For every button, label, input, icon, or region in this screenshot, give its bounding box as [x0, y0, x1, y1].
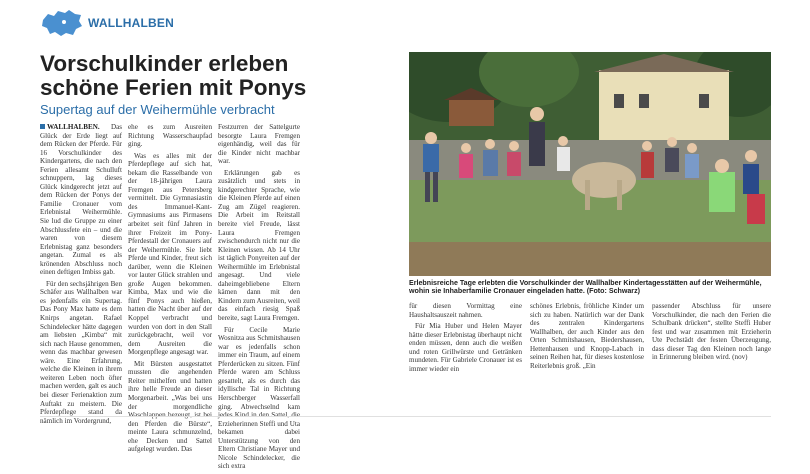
region-map-icon	[40, 8, 84, 38]
article-column-3	[218, 123, 300, 474]
paragraph: Für Mia Huber und Helen Mayer hätte dieser Erlebnistag überhaupt nicht enden müssen, denn auch die weißen und roten Grillwürste und Getränken mundeten. Für Gabriele Cronauer ist es immer wieder ein	[409, 322, 522, 373]
article-column-4	[409, 302, 522, 376]
paragraph: Für Cecile Marie Wosnitza aus Schmitshausen war es jedenfalls schon immer ein Traum, auf einem Pferderücken zu sitzen. Fünf Pferde waren am Schluss gesattelt, als es durch das idyllische Tal in Richtung Herschberger Wasserfall ging. Abwechselnd kam Erzieherinnen Steffi und Uta bekamen dabei Unterstützung von den Eltern Christiane Mayer und Nicole Schindelecker, die sich extra	[218, 325, 300, 471]
paragraph: ehe es zum Ausreiten Richtung Wasserschaupfad ging.	[128, 123, 212, 149]
paragraph: Für den sechsjährigen Ben Schäfer aus Wallhalben war es jedenfalls ein Supertag. Das Pony Max hatte es dem Knirps angetan. Rafael Schindelecker hätte dagegen am liebsten „Kimba“ mit sich nach Hause genommen, wenn das machbar gewesen wäre. Eine Erfahrung, welche die Kleinen in ihrem weiteren Leben noch öfter machen werden, galt es auch bei dieser Ferienaktion zum Auftakt zu meistern. Die Pferdepflege stand da nämlich im Vordergrund,	[40, 279, 122, 425]
paragraph: für diesen Vormittag eine Haushaltsauszeit nahmen.	[409, 302, 522, 319]
paragraph: Festzurren der Sattelgurte besorgte Laura Fremgen eigenhändig, weil das für die Kinder nicht machbar war.	[218, 123, 300, 166]
article-subtitle: Supertag auf der Weihermühle verbracht	[40, 102, 275, 117]
section-label: WALLHALBEN	[88, 16, 174, 30]
paragraph: Erklärungen gab es zusätzlich und stets in kindgerechter Sprache, wie die Kleinen Pferde auf einen Zug am Zügel reagieren. Die Arbeit im Reitstall bereite viel Freude, lässt Laura Fremgen zwischendurch nicht nur die Kleinen wissen. Ab 14 Uhr ist täglich Ponyreiten auf der Weihermühle im Erlebnistal angesagt. Und viele daheimgebliebene Eltern kämen dann mit den Kindern zum Ausreiten, weil das einfach riesig Spaß bereite, sagt Laura Fremgen.	[218, 168, 300, 323]
paragraph: Was es alles mit der Pferdepflege auf sich hat, bekam die Rasselbande von der 18-jährigen Laura Fremgen aus Petersberg vermittelt. Die Gymnasiastin des Immanuel-Kant-Gymnasiums aus Pirmasens arbeitet seit fünf Jahren in ihrer Freizeit im Pony-Pferdestall der Cronauers auf der Weihermühle. Sie liebt Pferde und Kinder, freut sich darüber, wenn die Kleinen vor lauter Glück strahlen und große Augen bekommen. Kimba, Max und wie die fünf Ponys auch hießen, hatten die Nacht über auf der Koppel verbracht und wurden von dort in den Stall zurückgebracht, weil vor dem Ausreiten die Morgenpflege angesagt war.	[128, 151, 212, 357]
article-column-1	[40, 123, 122, 428]
article-column-2	[128, 123, 212, 457]
paragraph: schönes Erlebnis, fröhliche Kinder um sich zu haben. Natürlich war der Dank des zentralen Kindergartens Wallhalben, der auch Kinder aus den Orten Schmitshausen, Biedershausen, Hettenhausen und Knopp-Labach in seinen Reihen hat, für dieses kostenlose Reiterlebnis groß. „Ein	[530, 302, 644, 370]
paragraph: Das Glück der Erde liegt auf dem Rücken der Pferde. Für 16 Vorschulkinder des Kindergartens, die nach den Ferien allesamt Schulluft schnuppern, lag dieses Glück kindgerecht jetzt auf dem Rücken der Ponys der Familie Cronauer vom Erlebnistal Weihermühle. Sie lud die Gruppe zu einer Abschlussfete ein – und die waren von diesem Erlebnistag ganz besonders angetan. Zumal es als krönenden Abschluss noch einen deftigen Imbiss gab.	[40, 123, 122, 277]
article-title: Vorschulkinder erleben schöne Ferien mit Ponys	[40, 51, 307, 100]
section-header	[40, 8, 200, 38]
article-column-5	[530, 302, 644, 373]
dateline: WALLHALBEN.	[40, 123, 100, 131]
paragraph: Mit Bürsten ausgestattet mussten die angehenden Reiter mithelfen und hatten ihre helle Freude an dieser Morgenarbeit. „Was bei uns der morgendliche den Pferden die Bürste“, meinte Laura schmunzelnd, ehe Decken und Sattel aufgelegt wurden. Das	[128, 359, 212, 454]
paragraph: passender Abschluss für unsere Vorschulkinder, die nach den Ferien die Schulbank drücken“, stellte Steffi Huber fest und war zusammen mit Erzieherin Ute Pechstädt der festen Überzeugung, dass dieser Tag den Kleinen noch lange in Erinnerung bleiben wird. (nov)	[652, 302, 771, 362]
photo-caption: Erlebnisreiche Tage erlebten die Vorschulkinder der Wallhalber Kindertagesstätten auf der Weihermühle, wohin sie Inhaberfamilie Cronauer eingeladen hatte. (Foto: Schwarz)	[409, 279, 762, 296]
article-column-6	[652, 302, 771, 365]
article-photo	[409, 52, 771, 276]
bottom-rule	[40, 416, 771, 417]
